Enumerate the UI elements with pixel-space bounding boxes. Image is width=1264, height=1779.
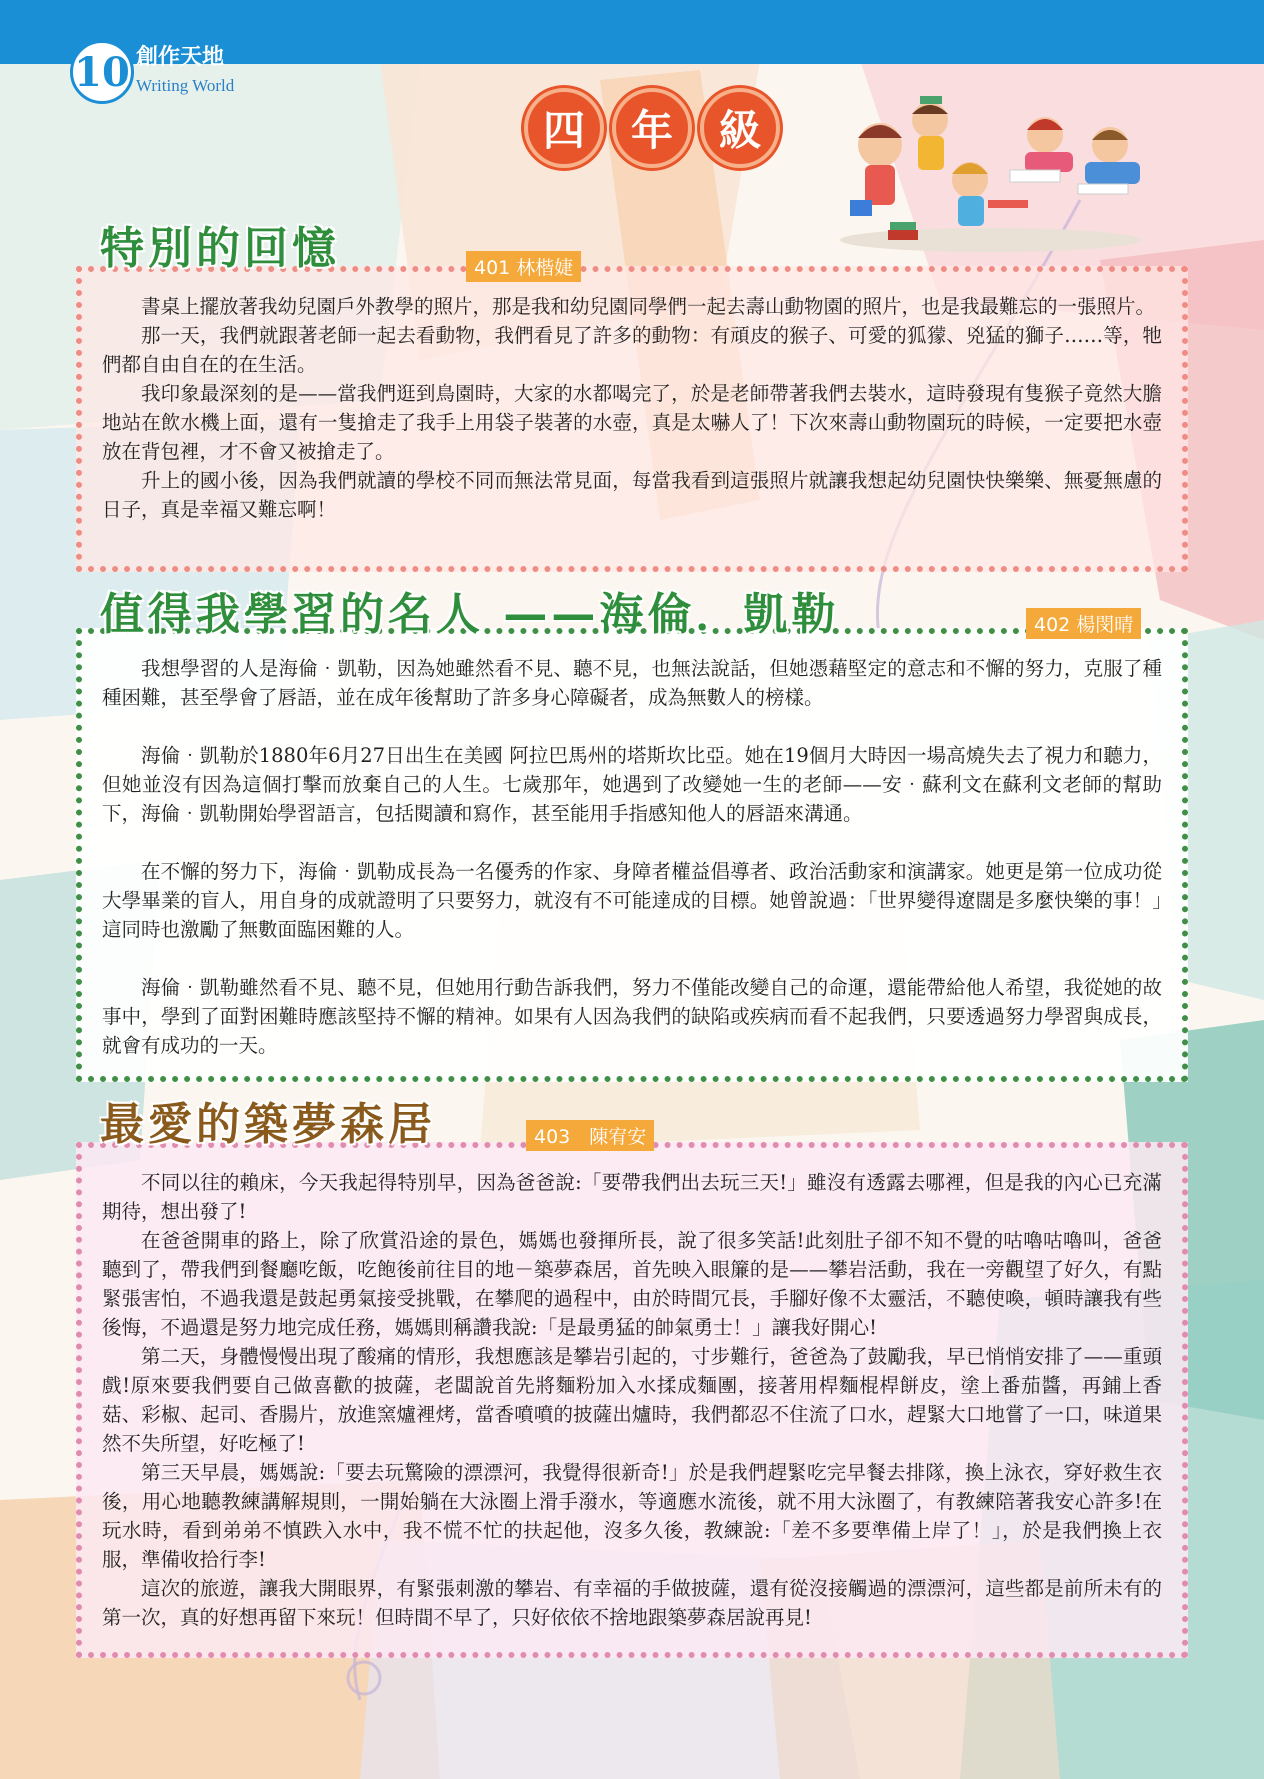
paragraph: 書桌上擺放著我幼兒園戶外教學的照片，那是我和幼兒園同學們一起去壽山動物園的照片，也是我最難忘的一張照片。 [141,295,1156,318]
paragraph: 海倫‧凱勒於1880年6月27日出生在美國 阿拉巴馬州的塔斯坎比亞。她在19個月大時因一場高燒失去了視力和聽力，但她並沒有因為這個打擊而放棄自己的人生。七歲那年，她遇到了改變她一生的老師——安‧蘇利文在蘇利文老師的幫助下，海倫‧凱勒開始學習語言，包括閱讀和寫作，甚至能用手指感知他人的唇語來溝通。 [102,744,1162,825]
grade-badge [524,88,780,168]
paragraph: 這次的旅遊，讓我大開眼界，有緊張刺激的攀岩、有幸福的手做披薩，還有從沒接觸過的漂漂河，這些都是前所未有的第一次，真的好想再留下來玩！但時間不早了，只好依依不捨地跟築夢森居說再見! [102,1577,1162,1629]
children-reading-illustration [820,90,1160,260]
paragraph: 那一天，我們就跟著老師一起去看動物，我們看見了許多的動物：有頑皮的猴子、可愛的狐獴、兇猛的獅子……等，牠們都自由自在的在生活。 [102,324,1162,376]
grade-char: 四 [524,88,604,168]
paragraph: 在爸爸開車的路上，除了欣賞沿途的景色，媽媽也發揮所長，說了很多笑話!此刻肚子卻不知不覺的咕嚕咕嚕叫，爸爸聽到了，帶我們到餐廳吃飯，吃飽後前往目的地－築夢森居，首先映入眼簾的是——攀岩活動，我在一旁觀望了好久，有點緊張害怕，不過我還是鼓起勇氣接受挑戰，在攀爬的過程中，由於時間冗長，手腳好像不太靈活，不聽使喚，頓時讓我有些後悔，不過還是努力地完成任務，媽媽則稱讚我說:「是最勇猛的帥氣勇士！」讓我好開心! [102,1229,1162,1339]
article-title: 特別的回憶 [100,223,340,274]
paragraph: 我想學習的人是海倫‧凱勒，因為她雖然看不見、聽不見，也無法說話，但她憑藉堅定的意志和不懈的努力，克服了種種困難，甚至學會了唇語，並在成年後幫助了許多身心障礙者，成為無數人的榜樣。 [102,657,1162,709]
grade-char: 年 [612,88,692,168]
article-box [76,1142,1188,1658]
paragraph: 第二天，身體慢慢出現了酸痛的情形，我想應該是攀岩引起的，寸步難行，爸爸為了鼓勵我，早已悄悄安排了——重頭戲!原來要我們要自己做喜歡的披薩，老闆說首先將麵粉加入水揉成麵團，接著用桿麵棍桿餅皮，塗上番茄醬，再鋪上香菇、彩椒、起司、香腸片，放進窯爐裡烤，當香噴噴的披薩出爐時，我們都忍不住流了口水，趕緊大口地嘗了一口，味道果然不失所望，好吃極了! [102,1345,1162,1455]
section-subtitle: Writing World [136,76,235,95]
author-tag: 402 楊閔晴 [1026,608,1141,639]
author-tag: 403 陳宥安 [526,1120,654,1151]
grade-char: 級 [700,88,780,168]
paragraph: 在不懈的努力下，海倫‧凱勒成長為一名優秀的作家、身障者權益倡導者、政治活動家和演講家。她更是第一位成功從大學畢業的盲人，用自身的成就證明了只要努力，就沒有不可能達成的目標。她曾說過：「世界變得遼闊是多麼快樂的事！」這同時也激勵了無數面臨困難的人。 [102,860,1162,941]
paragraph: 不同以往的賴床，今天我起得特別早，因為爸爸說:「要帶我們出去玩三天!」雖沒有透露去哪裡，但是我的內心已充滿期待，想出發了! [102,1171,1162,1223]
article-title: 值得我學習的名人 ——海倫．凱勒 [100,589,840,640]
paragraph: 升上的國小後，因為我們就讀的學校不同而無法常見面，每當我看到這張照片就讓我想起幼兒園快快樂樂、無憂無慮的日子，真是幸福又難忘啊！ [102,469,1162,521]
author-tag: 401 林楷婕 [466,251,581,282]
article-title: 最愛的築夢森居 [100,1099,436,1150]
paragraph: 第三天早晨，媽媽說:「要去玩驚險的漂漂河，我覺得很新奇!」於是我們趕緊吃完早餐去排隊，換上泳衣，穿好救生衣後，用心地聽教練講解規則，一開始躺在大泳圈上滑手潑水，等適應水流後，就不用大泳圈了，有教練陪著我安心許多!在玩水時，看到弟弟不慎跌入水中，我不慌不忙的扶起他，沒多久後，教練說:「差不多要準備上岸了！」，於是我們換上衣服，準備收拾行李! [102,1461,1162,1571]
page-number: 10 [70,40,134,104]
article-box [76,628,1188,1082]
section-title: 創作天地 [136,45,225,70]
paragraph: 海倫‧凱勒雖然看不見、聽不見，但她用行動告訴我們，努力不僅能改變自己的命運，還能帶給他人希望，我從她的故事中，學到了面對困難時應該堅持不懈的精神。如果有人因為我們的缺陷或疾病而看不起我們，只要透過努力學習與成長，就會有成功的一天。 [102,976,1162,1057]
paragraph: 我印象最深刻的是——當我們逛到鳥園時，大家的水都喝完了，於是老師帶著我們去裝水，這時發現有隻猴子竟然大膽地站在飲水機上面，還有一隻搶走了我手上用袋子裝著的水壺，真是太嚇人了！下次來壽山動物園玩的時候，一定要把水壺放在背包裡，才不會又被搶走了。 [102,382,1162,463]
article-box [76,266,1188,572]
